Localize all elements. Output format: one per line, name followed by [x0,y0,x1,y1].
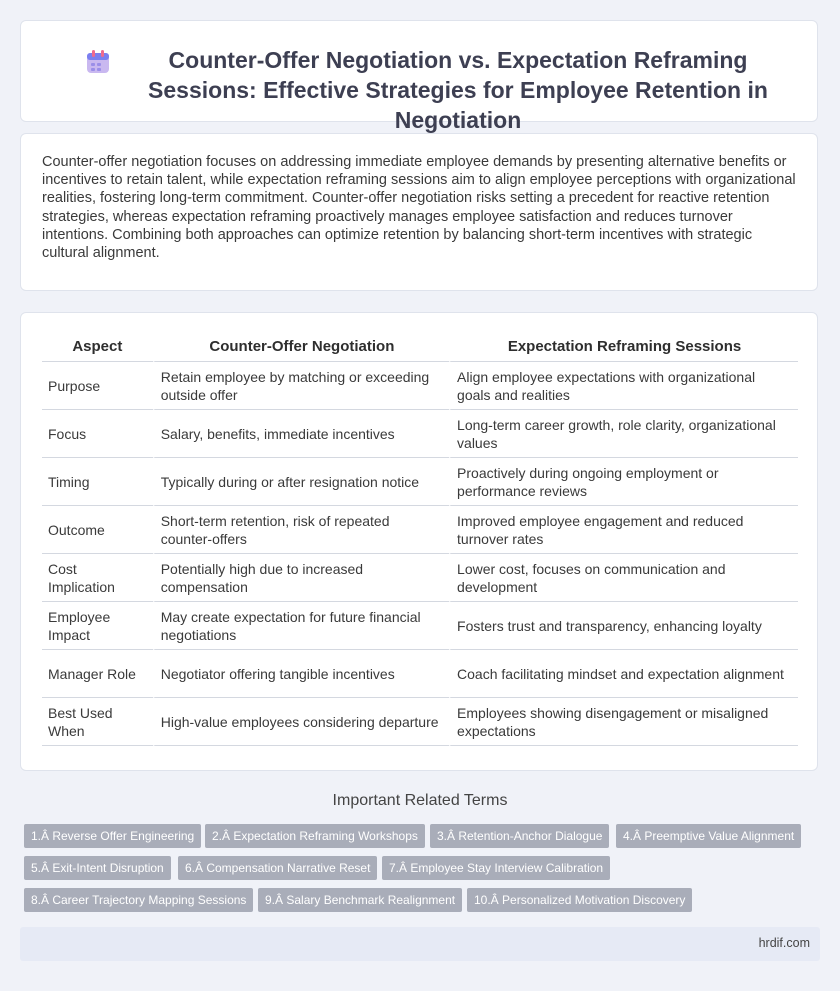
header-expectation-reframing: Expectation Reframing Sessions [449,333,798,362]
header-counter-offer: Counter-Offer Negotiation [153,333,449,362]
related-term-tag[interactable]: 9.Â Salary Benchmark Realignment [258,888,462,912]
table-cell-counter-offer: Negotiator offering tangible incentives [153,650,449,698]
table-cell-aspect: Focus [42,410,153,458]
table-cell-reframing: Proactively during ongoing employment or performance reviews [449,458,798,506]
table-cell-aspect: Timing [42,458,153,506]
table-cell-reframing: Long-term career growth, role clarity, organizational values [449,410,798,458]
table-cell-counter-offer: High-value employees considering departure [153,698,449,746]
table-cell-reframing: Align employee expectations with organizational goals and realities [449,362,798,410]
footer-site-link[interactable]: hrdif.com [758,936,810,950]
table-cell-counter-offer: Retain employee by matching or exceeding outside offer [153,362,449,410]
footer [20,927,820,961]
table-cell-aspect: Employee Impact [42,602,153,650]
header-aspect: Aspect [42,333,153,362]
table-cell-counter-offer: May create expectation for future financial negotiations [153,602,449,650]
table-row [42,698,798,746]
table-row [42,554,798,602]
related-term-tag[interactable]: 2.Â Expectation Reframing Workshops [205,824,425,848]
table-cell-reframing: Employees showing disengagement or misaligned expectations [449,698,798,746]
calendar-icon [84,48,112,76]
table-cell-reframing: Fosters trust and transparency, enhancing loyalty [449,602,798,650]
table-cell-counter-offer: Typically during or after resignation notice [153,458,449,506]
related-term-tag[interactable]: 3.Â Retention-Anchor Dialogue [430,824,609,848]
table-cell-counter-offer: Salary, benefits, immediate incentives [153,410,449,458]
related-term-tag[interactable]: 4.Â Preemptive Value Alignment [616,824,801,848]
comparison-card [20,312,818,771]
table-row [42,506,798,554]
intro-card [20,133,818,291]
table-row [42,458,798,506]
table-cell-aspect: Best Used When [42,698,153,746]
table-cell-aspect: Manager Role [42,650,153,698]
intro-paragraph: Counter-offer negotiation focuses on addressing immediate employee demands by presenting alternative benefits or incentives to retain talent, while expectation reframing sessions aim to align employee perceptions with organizational realities, fostering long-term commitment. Counter-offer negotiation risks setting a precedent for reactive retention strategies, whereas expectation reframing proactively manages employee satisfaction and reduces turnover intentions. Combining both approaches can optimize retention by balancing short-term incentives with strategic cultural alignment. [42,154,796,262]
table-cell-counter-offer: Short-term retention, risk of repeated counter-offers [153,506,449,554]
table-cell-aspect: Outcome [42,506,153,554]
related-term-tag[interactable]: 6.Â Compensation Narrative Reset [178,856,377,880]
related-term-tag[interactable]: 10.Â Personalized Motivation Discovery [467,888,692,912]
table-cell-reframing: Lower cost, focuses on communication and development [449,554,798,602]
related-term-tag[interactable]: 5.Â Exit-Intent Disruption [24,856,171,880]
page-title: Counter-Offer Negotiation vs. Expectation Reframing Sessions: Effective Strategies for Employee Retention in Negotiation [148,47,768,133]
table-cell-counter-offer: Potentially high due to increased compensation [153,554,449,602]
table-cell-aspect: Purpose [42,362,153,410]
related-term-tag[interactable]: 7.Â Employee Stay Interview Calibration [382,856,610,880]
comparison-table [42,333,798,746]
title-card [20,20,818,133]
table-row [42,410,798,458]
table-cell-aspect: Cost Implication [42,554,153,602]
table-header-row [42,333,798,362]
related-term-tag[interactable]: 8.Â Career Trajectory Mapping Sessions [24,888,253,912]
table-cell-reframing: Improved employee engagement and reduced turnover rates [449,506,798,554]
table-row [42,650,798,698]
related-term-tag[interactable]: 1.Â Reverse Offer Engineering [24,824,201,848]
table-row [42,362,798,410]
related-terms-title: Important Related Terms [332,792,508,809]
table-cell-reframing: Coach facilitating mindset and expectation alignment [449,650,798,698]
table-row [42,602,798,650]
